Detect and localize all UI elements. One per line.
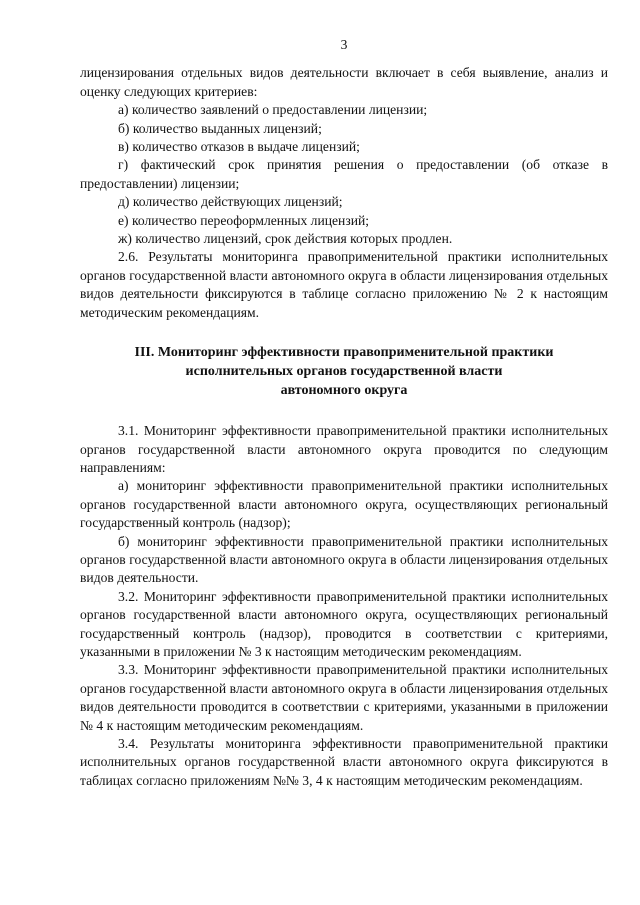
page-number: 3 — [340, 37, 348, 52]
document-page — [80, 36, 608, 790]
criterion-e: е) количество переоформленных лицензий; — [118, 212, 370, 228]
section-3-heading — [80, 343, 608, 400]
paragraph-3-1-b: б) мониторинг эффективности правоприменительной практики исполнительных органов государственной власти автономного округа в области лицензирования отдельных видов деятельности. — [80, 533, 608, 586]
paragraph-3-1-a: а) мониторинг эффективности правоприменительной практики исполнительных органов государственной власти автономного округа, осуществляющих региональный государственный контроль (надзор); — [80, 478, 608, 531]
heading-line-2: исполнительных органов государственной власти — [185, 364, 503, 380]
criterion-v: в) количество отказов в выдаче лицензий; — [118, 139, 360, 155]
section2-intro-paragraph: лицензирования отдельных видов деятельности включает в себя выявление, анализ и оценку следующих критериев: — [80, 65, 608, 99]
heading-line-3: автономного округа — [280, 383, 408, 399]
criterion-d: д) количество действующих лицензий; — [118, 194, 343, 210]
paragraph-3-3: 3.3. Мониторинг эффективности правоприменительной практики исполнительных органов государственной власти автономного округа в области лицензирования отдельных видов деятельности проводится в соответствии с критериями, указанными в приложении № 4 к настоящим методическим рекомендациям. — [80, 662, 608, 733]
paragraph-3-2: 3.2. Мониторинг эффективности правоприменительной практики исполнительных органов государственной власти автономного округа, осуществляющих региональный государственный контроль (надзор), проводится в соответствии с критериями, указанными в приложении № 3 к настоящим методическим рекомендациям. — [80, 588, 608, 659]
criterion-g: г) фактический срок принятия решения о предоставлении (об отказе в предоставлении) лицензии; — [80, 157, 608, 191]
criterion-b: б) количество выданных лицензий; — [118, 120, 322, 136]
paragraph-2-6: 2.6. Результаты мониторинга правоприменительной практики исполнительных органов государственной власти автономного округа в области лицензирования отдельных видов деятельности фиксируются в таблице согласно приложению № 2 к настоящим методическим рекомендациям. — [80, 249, 608, 320]
criterion-zh: ж) количество лицензий, срок действия которых продлен. — [118, 231, 453, 247]
criterion-a: а) количество заявлений о предоставлении лицензии; — [118, 102, 428, 118]
paragraph-3-1: 3.1. Мониторинг эффективности правоприменительной практики исполнительных органов государственной власти автономного округа проводится по следующим направлениям: — [80, 423, 608, 475]
heading-line-1: III. Мониторинг эффективности правоприменительной практики — [134, 345, 554, 361]
paragraph-3-4: 3.4. Результаты мониторинга эффективности правоприменительной практики исполнительных органов государственной власти автономного округа фиксируются в таблицах согласно приложениям №№ 3, 4 к настоящим методическим рекомендациям. — [80, 736, 608, 788]
